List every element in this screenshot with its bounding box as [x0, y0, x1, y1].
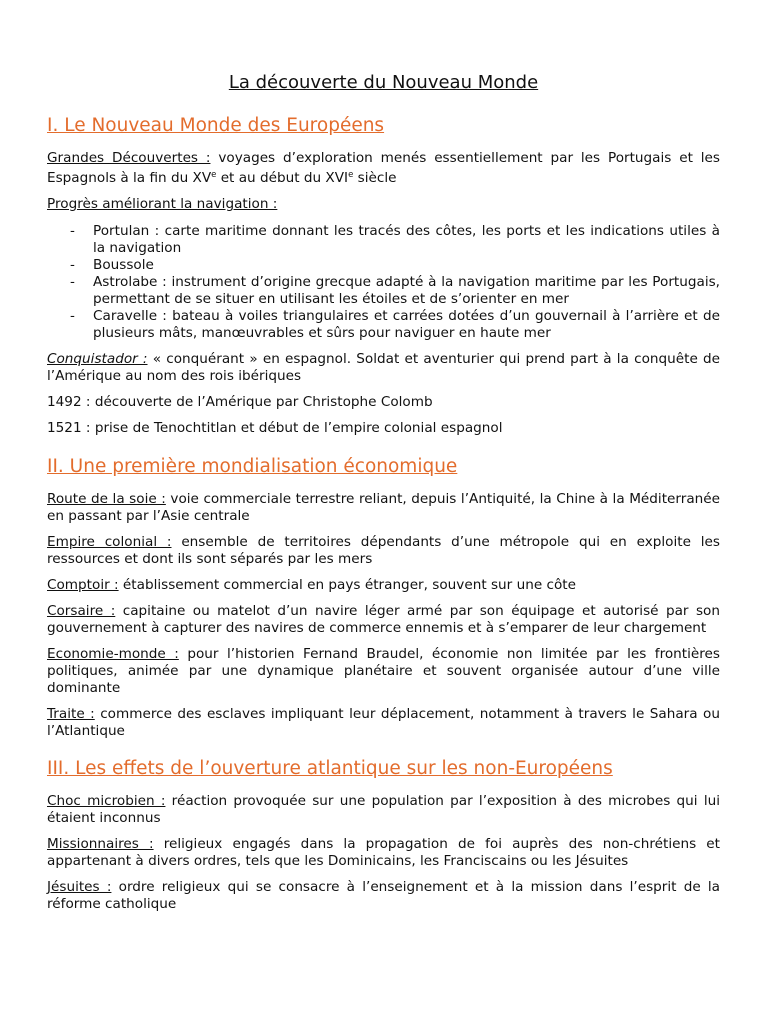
definition-jesuites — [47, 879, 720, 913]
definition-corsaire — [47, 603, 720, 637]
definition-missionnaires — [47, 836, 720, 870]
definition-text: « conquérant » en espagnol. Soldat et aventurier qui prend part à la conquête de l’Amérique au nom des rois ibériques — [47, 351, 720, 384]
list-item — [70, 274, 720, 308]
list-item-text: Portulan : carte maritime donnant les tracés des côtes, les ports et les indications utiles à la navigation — [93, 223, 720, 256]
definition-text: siècle — [353, 170, 397, 186]
document-page — [47, 72, 720, 913]
progres-label — [47, 196, 720, 213]
term: Empire colonial : — [47, 534, 172, 550]
date-1521: 1521 : prise de Tenochtitlan et début de l’empire colonial espagnol — [47, 420, 503, 436]
list-item — [70, 257, 720, 274]
definition-comptoir — [47, 577, 720, 594]
section-2-heading: II. Une première mondialisation économique — [47, 456, 458, 477]
date-1492: 1492 : découverte de l’Amérique par Christophe Colomb — [47, 394, 433, 410]
definition-text: réaction provoquée sur une population par l’exposition à des microbes qui lui étaient inconnus — [47, 793, 720, 826]
term: Missionnaires : — [47, 836, 154, 852]
term: Jésuites : — [47, 879, 112, 895]
definition-grandes-decouvertes — [47, 150, 720, 187]
definition-conquistador — [47, 351, 720, 385]
definition-text: ensemble de territoires dépendants d’une métropole qui en exploite les ressources et dont ils sont séparés par les mers — [47, 534, 720, 567]
list-item-text: Caravelle : bateau à voiles triangulaires et carrées dotées d’un gouvernail à l’arrière et de plusieurs mâts, manœuvrables et sûrs pour naviguer en haute mer — [93, 308, 720, 341]
superscript: e — [348, 170, 354, 180]
dash-bullet: - — [70, 308, 75, 324]
navigation-list — [47, 223, 720, 342]
superscript: e — [211, 170, 217, 180]
term: Traite : — [47, 706, 95, 722]
definition-route-de-la-soie — [47, 491, 720, 525]
term: Route de la soie : — [47, 491, 166, 507]
list-item-text: Astrolabe : instrument d’origine grecque adapté à la navigation maritime par les Portugais, permettant de se situer en utilisant les étoiles et de s’orienter en mer — [93, 274, 720, 307]
definition-text: voie commerciale terrestre reliant, depuis l’Antiquité, la Chine à la Méditerranée en passant par l’Asie centrale — [47, 491, 720, 524]
page-title: La découverte du Nouveau Monde — [228, 72, 539, 93]
section-3-heading: III. Les effets de l’ouverture atlantique sur les non-Européens — [47, 758, 613, 779]
term: Progrès améliorant la navigation : — [47, 196, 278, 212]
list-item — [70, 308, 720, 342]
definition-text: religieux engagés dans la propagation de foi auprès des non-chrétiens et appartenant à divers ordres, tels que les Dominicains, les Franciscains ou les Jésuites — [47, 836, 720, 869]
term: Economie-monde : — [47, 646, 179, 662]
section-1-heading: I. Le Nouveau Monde des Européens — [47, 115, 385, 136]
definition-text: capitaine ou matelot d’un navire léger armé par son équipage et autorisé par son gouvernement à capturer des navires de commerce ennemis et à s’emparer de leur chargement — [47, 603, 720, 636]
definition-text: et au début du XVI — [216, 170, 349, 186]
term: Comptoir : — [47, 577, 119, 593]
definition-text: pour l’historien Fernand Braudel, économie non limitée par les frontières politiques, animée par une dynamique planétaire et souvent organisée autour d’une ville dominante — [47, 646, 721, 696]
list-item-text: Boussole — [93, 257, 154, 273]
list-item — [70, 223, 720, 257]
dash-bullet: - — [70, 257, 75, 273]
definition-economie-monde — [47, 646, 720, 697]
definition-text: ordre religieux qui se consacre à l’enseignement et à la mission dans l’esprit de la réforme catholique — [47, 879, 721, 912]
dash-bullet: - — [70, 274, 75, 290]
term: Choc microbien : — [47, 793, 166, 809]
definition-traite — [47, 706, 720, 740]
term: Conquistador : — [47, 351, 148, 367]
definition-text: voyages d’exploration menés essentiellement par les Portugais et les Espagnols à la fin du XV — [47, 150, 721, 186]
definition-choc-microbien — [47, 793, 720, 827]
definition-empire-colonial — [47, 534, 720, 568]
term: Corsaire : — [47, 603, 116, 619]
dash-bullet: - — [70, 223, 75, 239]
term: Grandes Découvertes : — [47, 150, 211, 166]
definition-text: commerce des esclaves impliquant leur déplacement, notamment à travers le Sahara ou l’Atlantique — [47, 706, 720, 739]
definition-text: établissement commercial en pays étranger, souvent sur une côte — [118, 577, 576, 593]
